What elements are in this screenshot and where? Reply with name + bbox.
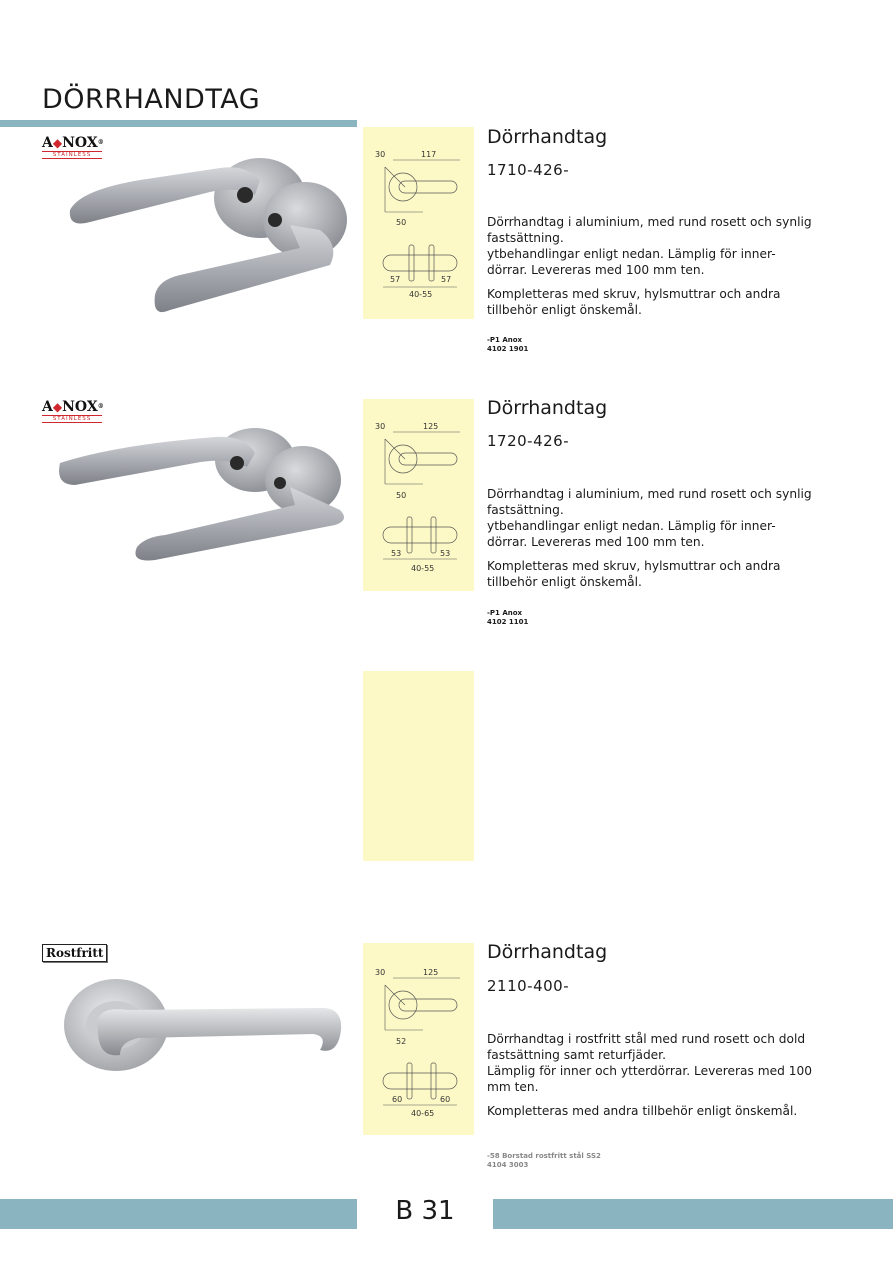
dim-d: 57 [390, 275, 401, 284]
rostfritt-logo: Rostfritt [42, 944, 107, 962]
svg-text:30: 30 [375, 968, 386, 977]
product-code: 1720-426- [487, 432, 570, 450]
svg-text:50: 50 [396, 491, 407, 500]
svg-text:53: 53 [440, 549, 451, 558]
svg-text:60: 60 [392, 1095, 403, 1104]
svg-text:53: 53 [391, 549, 402, 558]
empty-drawing-panel [363, 671, 474, 861]
finish-info: -P1 Anox 4102 1901 [487, 336, 529, 353]
dim-f: 40-55 [409, 290, 433, 299]
product-heading: Dörrhandtag [487, 126, 608, 148]
dimension-drawing-1720 [363, 399, 474, 591]
anox-logo: A◆NOX® STAINLESS [42, 135, 104, 158]
dim-c: 50 [396, 218, 407, 227]
dim-a: 30 [375, 150, 386, 159]
svg-text:40-55: 40-55 [411, 564, 435, 573]
product-heading: Dörrhandtag [487, 941, 608, 963]
svg-text:125: 125 [423, 422, 439, 431]
page-number: B 31 [395, 1196, 455, 1226]
title-accent-bar [0, 120, 357, 127]
product-description: Dörrhandtag i rostfritt stål med rund rosett och dold fastsättning samt returfjäder. Lämplig för inner och ytterdörrar. Levereras med 100 mm ten. Kompletteras med andra tillbehör enligt önskemål. [487, 1032, 812, 1118]
svg-text:52: 52 [396, 1037, 407, 1046]
product-code: 2110-400- [487, 977, 570, 995]
product-description: Dörrhandtag i aluminium, med rund rosett och synlig fastsättning. ytbehandlingar enligt nedan. Lämplig för inner-dörrar. Levereras med 100 mm ten. Kompletteras med skruv, hylsmuttrar och andra tillbehör enligt önskemål. [487, 215, 812, 317]
svg-text:40-65: 40-65 [411, 1109, 435, 1118]
finish-info: -58 Borstad rostfritt stål SS2 4104 3003 [487, 1152, 601, 1169]
dim-b: 117 [421, 150, 437, 159]
svg-text:30: 30 [375, 422, 386, 431]
dimension-drawing-2110 [363, 943, 474, 1135]
finish-info: -P1 Anox 4102 1101 [487, 609, 529, 626]
product-description: Dörrhandtag i aluminium, med rund rosett och synlig fastsättning. ytbehandlingar enligt nedan. Lämplig för inner-dörrar. Levereras med 100 mm ten. Kompletteras med skruv, hylsmuttrar och andra tillbehör enligt önskemål. [487, 487, 812, 589]
product-photo-1710 [60, 150, 350, 325]
svg-text:125: 125 [423, 968, 439, 977]
product-photo-2110 [58, 970, 348, 1075]
product-heading: Dörrhandtag [487, 397, 608, 419]
product-photo-1720 [55, 425, 355, 575]
anox-logo: A◆NOX® STAINLESS [42, 399, 104, 422]
dim-e: 57 [441, 275, 452, 284]
page-title: DÖRRHANDTAG [42, 84, 261, 115]
footer-bar-right [493, 1199, 893, 1229]
footer-bar-left [0, 1199, 357, 1229]
dimension-drawing-1710 [363, 127, 474, 319]
product-code: 1710-426- [487, 161, 570, 179]
svg-text:60: 60 [440, 1095, 451, 1104]
